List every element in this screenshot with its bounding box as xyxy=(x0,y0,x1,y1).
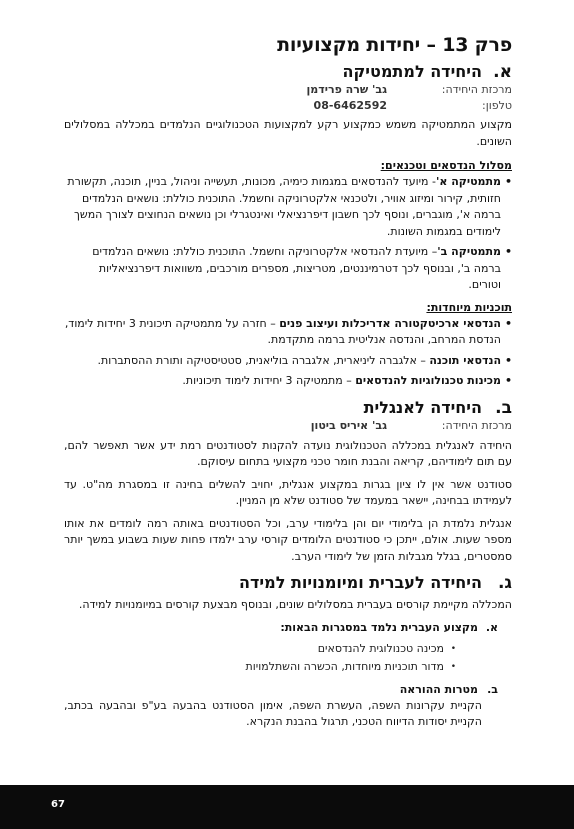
english-coordinator-row xyxy=(64,418,512,434)
list-item: • מדור תוכניות מיוחדות, הכשרה והשתלמויות xyxy=(64,658,456,676)
math-unit-heading xyxy=(64,62,512,82)
subsection-title: מקצוע העברית נלמד במסגרות הבאות: xyxy=(280,620,478,634)
hebrew-intro: המכללה מקיימת קורסים בעברית במסלולים שונים, ובנוסף מבצעת קורסים במיומנויות למידה. xyxy=(78,598,512,611)
math-unit-letter: א. xyxy=(493,62,512,82)
special-programs-list xyxy=(64,316,512,390)
english-unit xyxy=(64,398,512,566)
eng-track-list xyxy=(64,174,512,294)
special-programs-heading: תוכניות מיוחדות: xyxy=(426,300,512,314)
math-coordinator-row xyxy=(64,82,512,98)
list-item: • מכינות טכנולוגיות להנדסאים – מתמטיקה 3 יחידות לימוד תיכוניות. xyxy=(64,373,512,390)
eng-track-heading: מסלול הנדסאים וטכנאים: xyxy=(380,159,512,172)
english-paragraph: סטודנט אשר אין לו ציון בגרות במקצוע אנגלית, יחויב להשלים בחינה זו במסגרת מה"ט. עד לעמידתו בבחינה, יישאר במעמד של סטודנט שלא מן המניין. xyxy=(64,477,512,507)
hebrew-unit-letter: ג. xyxy=(497,573,512,593)
list-item: • הנדסאי תוכנה – אלגברה ליניארית, אלגברה בוליאנית, סטטיסטיקה ותורת ההסתברות. xyxy=(64,353,512,370)
math-phone-row xyxy=(64,98,512,114)
list-item: • מתמטיקה ב'– מיועדת להנדסאי אלקטרוניקה וחשמל. התוכנית כוללת: נושאים הנלמדים ברמה ב', ובנוסף לכך דטרמיננטים, מטריצות, מספרים מורכבים, משוואות דיפרנציאליות וטורים. xyxy=(64,244,512,294)
english-unit-title: היחידה לאנגלית xyxy=(363,397,482,417)
list-item: • מתמטיקה א'- מיועד להנדסאים במגמות כימיה, מכונות, תעשייה וניהול, בניין, תוכנה, תקשורת חזותית, קירור ומיזוג אוויר, ולטכנאי אלקטרוניקה וחשמל. התוכנית כוללת: נושאים הנלמדים ברמה א', מוגברים, ונוסף לכך חשבון דיפרנציאלי ואינטגרלי וכן נושאים הנחוצים לצורך המשך לימודים במגמות השונות. xyxy=(64,174,512,240)
list-item: • מכינה טכנולוגית להנדסאים xyxy=(64,640,456,658)
coordinator-label: מרכזת היחידה: xyxy=(441,418,512,432)
subsection-letter: א. xyxy=(485,620,498,634)
english-paragraph: היחידה לאנגלית במכללה הטכנולוגית נועדה להקנות לסטודנטים רמת ידע אשר תאפשר להם, עם תום לימודיהם, קריאה והבנת חומר טכני מקצועי בתחום עיסוקם. xyxy=(64,438,512,468)
hebrew-unit xyxy=(64,573,512,731)
hebrew-subsection-b-heading xyxy=(64,682,512,698)
coordinator-label: מרכזת היחידה: xyxy=(441,83,512,96)
hebrew-subsection-a-heading xyxy=(64,620,512,636)
coordinator-name: גב' שרה פרידמן xyxy=(306,83,387,96)
math-unit xyxy=(64,62,512,390)
english-unit-letter: ב. xyxy=(495,397,512,418)
phone-label: טלפון: xyxy=(482,99,512,112)
hebrew-unit-title: היחידה לעברית ומיומנויות למידה xyxy=(239,573,482,592)
english-unit-heading xyxy=(64,398,512,418)
phone-value: 08-6462592 xyxy=(313,99,387,112)
subsection-letter: ב. xyxy=(487,682,498,696)
chapter-title: פרק 13 – יחידות מקצועיות xyxy=(277,34,512,56)
math-intro: מקצוע המתמטיקה משמש כמקצוע רקע למקצועות הטכנולוגיים הנלמדים במכללה במסלולים השונים. xyxy=(64,118,512,148)
footer-bar xyxy=(0,785,574,829)
coordinator-name: גב' איריס ביטון xyxy=(310,418,387,432)
english-paragraph: אנגלית נלמדת הן בלימודי יום והן בלימודי ערב, וכל הסטודנטים באותה רמה לומדים את אותו מספר שעות. אולם, ייתכן כי סטודנטים הלומדים קורסי ערב ילמדו פחות שעות בשבוע במשך יותר סמסטרים, בגלל מגבלות הזמן של לימודי הערב. xyxy=(64,516,512,563)
hebrew-frameworks-list xyxy=(64,640,512,676)
page-number: 67 xyxy=(51,799,65,810)
list-item: • הנדסאי ארכיטקטורה אדריכלות ועיצוב פנים – חזרה על מתמטיקה תיכונית 3 יחידות לימוד, הנדסת המרחב, והנדסה אנליטית ברמה מתקדמת. xyxy=(64,316,512,349)
math-unit-title: היחידה למתמטיקה xyxy=(342,62,482,81)
subsection-title: מטרות ההוראה xyxy=(399,682,478,696)
hebrew-unit-heading xyxy=(64,573,512,593)
teaching-goals-text: הקניית עקרונות השפה, העשרת השפה, אימון הסטודנט בהבעה בע"פ ובהבעה בכתב, הקניית יסודות הדיווח הטכני, תרגול בהבנת הנקרא. xyxy=(64,698,482,728)
